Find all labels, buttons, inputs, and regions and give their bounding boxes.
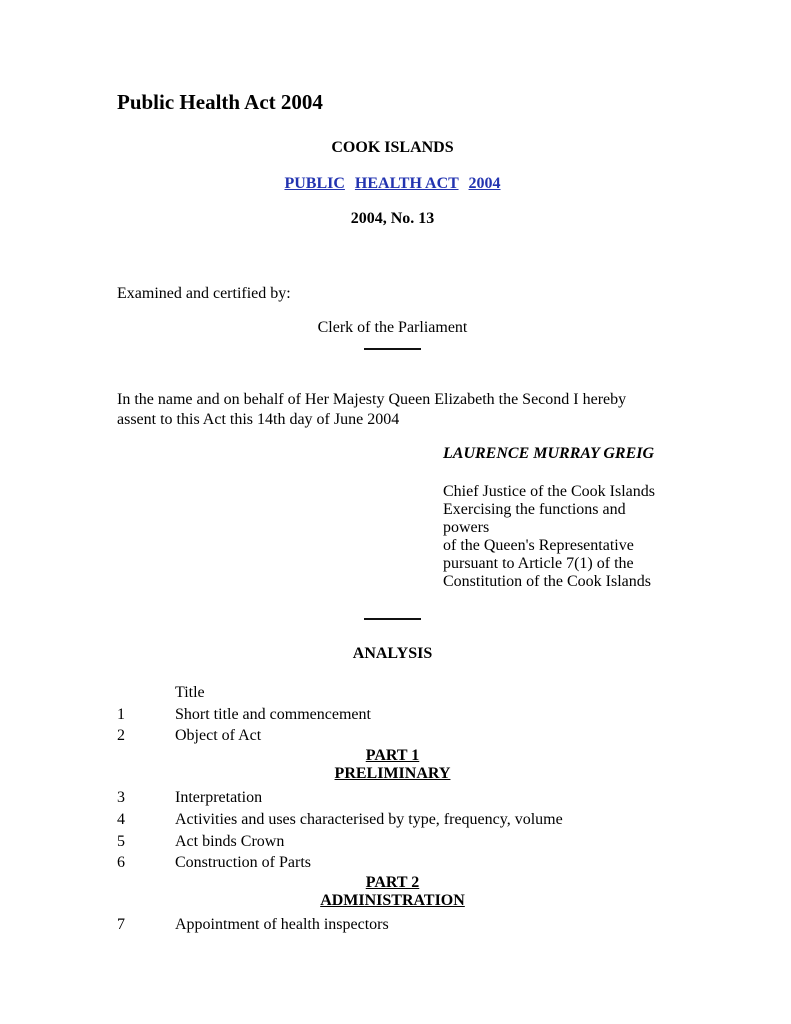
act-link-segment: HEALTH ACT (354, 175, 459, 192)
part-number: PART 1 (365, 747, 420, 765)
toc-item-label: Interpretation (175, 789, 263, 807)
toc-item-label: Object of Act (175, 727, 262, 745)
signatory-name: LAURENCE MURRAY GREIG (443, 445, 655, 462)
act-title-link[interactable] (117, 174, 668, 193)
toc-row (117, 852, 668, 874)
toc-row (117, 914, 668, 936)
assent-paragraph: In the name and on behalf of Her Majesty Queen Elizabeth the Second I hereby assent to this Act this 14th day of June 2004 (117, 391, 627, 428)
act-link-segment: 2004 (468, 175, 501, 192)
part-title: ADMINISTRATION (320, 891, 465, 909)
toc-row (117, 831, 668, 853)
toc-row (117, 682, 668, 704)
toc-item-label: Activities and uses characterised by type, frequency, volume (175, 810, 563, 828)
toc-item-label: Appointment of health inspectors (175, 915, 389, 933)
toc-part-heading (117, 747, 668, 783)
toc-item-number: 3 (117, 789, 125, 807)
signatory-title-line: pursuant to Article 7(1) of the (443, 555, 634, 572)
signatory-title-line: Constitution of the Cook Islands (443, 573, 651, 590)
toc-row (117, 809, 668, 831)
part-number: PART 2 (365, 873, 420, 891)
toc-item-label: Short title and commencement (175, 705, 371, 723)
toc-part-heading (117, 874, 668, 910)
toc-item-number: 7 (117, 915, 125, 933)
toc-row (117, 787, 668, 809)
divider-rule-2 (364, 618, 421, 620)
signatory-title-line: of the Queen's Representative (443, 537, 634, 554)
toc-item-label: Title (175, 684, 205, 701)
examined-certified-label: Examined and certified by: (117, 285, 291, 302)
divider-rule-1 (364, 348, 421, 350)
jurisdiction-heading: COOK ISLANDS (331, 139, 454, 156)
analysis-heading: ANALYSIS (352, 645, 433, 662)
signatory-title (443, 483, 668, 591)
toc-item-number: 2 (117, 727, 125, 745)
act-link-segment: PUBLIC (284, 175, 345, 192)
act-number: 2004, No. 13 (350, 210, 435, 227)
document-content (117, 0, 668, 936)
analysis-toc (117, 682, 668, 936)
toc-row (117, 704, 668, 726)
part-title: PRELIMINARY (334, 765, 451, 783)
toc-item-label: Act binds Crown (175, 832, 285, 850)
toc-item-number: 1 (117, 705, 125, 723)
toc-item-label: Construction of Parts (175, 854, 311, 872)
clerk-of-parliament-line: Clerk of the Parliament (317, 319, 468, 336)
document-title: Public Health Act 2004 (117, 90, 323, 114)
toc-item-number: 4 (117, 810, 125, 828)
toc-row (117, 725, 668, 747)
signature-block (443, 444, 668, 591)
signatory-title-line: Chief Justice of the Cook Islands (443, 483, 655, 500)
toc-item-number: 5 (117, 832, 125, 850)
toc-item-number: 6 (117, 854, 125, 872)
signatory-title-line: Exercising the functions and powers (443, 501, 626, 536)
